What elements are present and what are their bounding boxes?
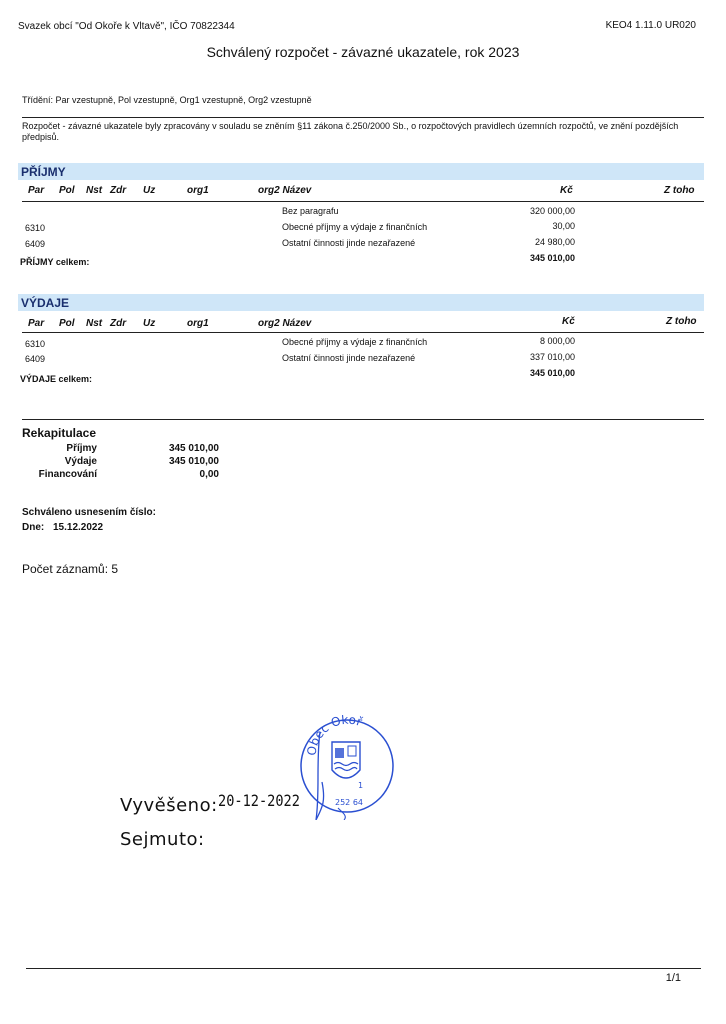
- vydaje-total-value: 345 010,00: [529, 368, 575, 378]
- section-title-vydaje: VÝDAJE: [21, 296, 70, 310]
- recap-value: 0,00: [199, 469, 219, 480]
- stamp-sub: 252 64: [335, 798, 363, 807]
- col-zdr: Zdr: [110, 318, 127, 329]
- removed-label: Sejmuto:: [120, 829, 205, 850]
- col-kc: Kč: [562, 316, 575, 327]
- row-name: Bez paragrafu: [282, 206, 339, 216]
- recap-label: Financování: [38, 469, 97, 480]
- prijmy-total-value: 345 010,00: [529, 253, 575, 263]
- legal-description: Rozpočet - závazné ukazatele byly zpracovány v souladu se zněním §11 zákona č.250/2000 Sb., o rozpočtových pravidlech územních rozpočtů, ve znění pozdějších předpisů.: [22, 121, 679, 142]
- page-number: 1/1: [665, 972, 681, 984]
- row-amount: 30,00: [552, 221, 575, 231]
- recap-title: Rekapitulace: [22, 426, 97, 440]
- col-nst: Nst: [86, 318, 103, 329]
- col-zdr: Zdr: [110, 185, 127, 196]
- row-par: 6310: [25, 223, 46, 233]
- col-uz: Uz: [143, 185, 156, 196]
- recap-value: 345 010,00: [168, 443, 219, 454]
- record-count: Počet záznamů: 5: [22, 562, 119, 576]
- report-code: KEO4 1.11.0 UR020: [605, 20, 696, 31]
- col-z-toho: Z toho: [666, 316, 697, 327]
- row-amount: 24 980,00: [534, 237, 575, 247]
- row-name: Ostatní činnosti jinde nezařazené: [282, 238, 416, 248]
- stamp-text: Obec Okoř: [304, 712, 364, 757]
- row-par: 6409: [25, 239, 46, 249]
- col-nst: Nst: [86, 185, 103, 196]
- col-uz: Uz: [143, 318, 156, 329]
- footer-divider: [26, 968, 701, 969]
- row-par: 6310: [25, 339, 46, 349]
- stamp-number: 1: [358, 781, 364, 790]
- page-title: Schválený rozpočet - závazné ukazatele, rok 2023: [206, 44, 520, 60]
- prijmy-total-label: PŘÍJMY celkem:: [20, 257, 90, 267]
- recap-value: 345 010,00: [168, 456, 219, 467]
- row-name: Obecné příjmy a výdaje z finančních: [282, 222, 428, 232]
- divider: [22, 117, 704, 118]
- col-kc: Kč: [560, 185, 573, 196]
- row-amount: 337 010,00: [529, 352, 575, 362]
- col-org2-nazev: org2 Název: [258, 185, 312, 196]
- posted-label: Vyvěšeno:: [120, 795, 218, 816]
- section-band-prijmy: [18, 163, 704, 180]
- approval-label: Schváleno usnesením číslo:: [22, 507, 156, 518]
- col-org1: org1: [187, 318, 209, 329]
- vydaje-total-label: VÝDAJE celkem:: [20, 374, 93, 384]
- row-par: 6409: [25, 354, 46, 364]
- recap-label: Výdaje: [64, 456, 97, 467]
- col-org1: org1: [187, 185, 209, 196]
- col-z-toho: Z toho: [664, 185, 695, 196]
- approval-date-label: Dne:: [22, 522, 45, 533]
- col-par: Par: [28, 185, 45, 196]
- section-band-vydaje: [18, 294, 704, 311]
- row-amount: 320 000,00: [529, 206, 575, 216]
- official-stamp-seal: [298, 712, 396, 820]
- organization-name: Svazek obcí "Od Okoře k Vltavě", IČO 70822344: [18, 21, 235, 32]
- row-name: Ostatní činnosti jinde nezařazené: [282, 353, 416, 363]
- row-amount: 8 000,00: [539, 336, 575, 346]
- posted-date: 20-12-2022: [218, 791, 300, 810]
- col-org2-nazev: org2 Název: [258, 318, 312, 329]
- col-pol: Pol: [59, 318, 75, 329]
- approval-date: 15.12.2022: [53, 522, 104, 533]
- sort-description: Třídění: Par vzestupně, Pol vzestupně, Org1 vzestupně, Org2 vzestupně: [22, 95, 312, 105]
- divider: [22, 201, 704, 202]
- divider: [22, 332, 704, 333]
- col-pol: Pol: [59, 185, 75, 196]
- col-par: Par: [28, 318, 45, 329]
- section-title-prijmy: PŘÍJMY: [21, 165, 66, 179]
- row-name: Obecné příjmy a výdaje z finančních: [282, 337, 428, 347]
- recap-label: Příjmy: [66, 443, 97, 454]
- divider: [22, 419, 704, 420]
